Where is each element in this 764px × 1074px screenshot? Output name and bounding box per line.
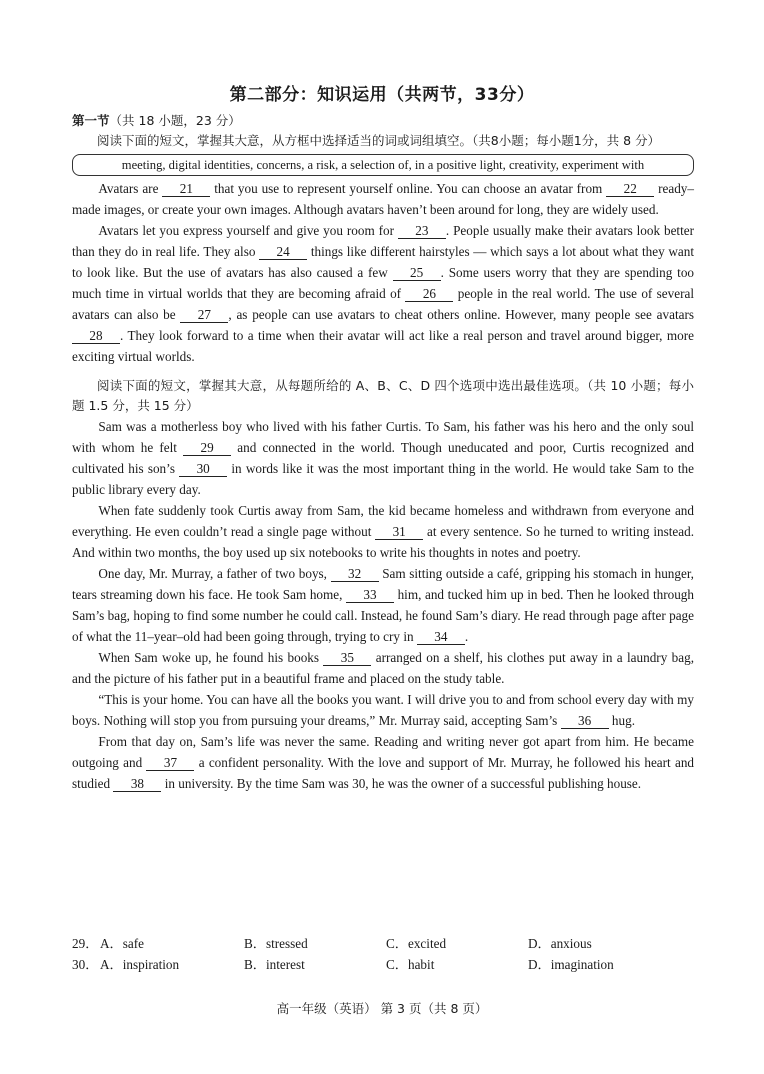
question-row-29 — [72, 933, 694, 954]
blank-33[interactable]: 33 — [346, 587, 394, 603]
section2-instruction: 阅读下面的短文，掌握其大意，从每题所给的 A、B、C、D 四个选项中选出最佳选项。（共 10 小题；每小题 1.5 分，共 15 分） — [72, 378, 694, 413]
page-title: 第二部分：知识运用（共两节，33分） — [229, 85, 535, 105]
blank-27[interactable]: 27 — [180, 307, 228, 323]
passage-content — [72, 111, 694, 794]
story-paragraph: “This is your home. You can have all the books you want. I will drive you to and from school every day with my boys. Nothing will stop you from pursuing your dreams,” Mr. Murray said, accepting Sam’s 36 hug. — [72, 692, 694, 728]
question-row-30 — [72, 954, 694, 975]
blank-30[interactable]: 30 — [179, 461, 227, 477]
story-paragraph: One day, Mr. Murray, a father of two boys, 32 Sam sitting outside a café, gripping his stomach in hunger, tears streaming down his face. He took Sam home, 33 him, and tucked him up in bed. Then he looked through Sam’s bag, hoping to find some number he could call. Instead, he found Sam’s diary. He read through page after page of what the 11–year–old had been going through, trying to cry in 34 . — [72, 566, 694, 644]
option-c[interactable]: C．habit — [386, 957, 435, 972]
blank-29[interactable]: 29 — [183, 440, 231, 456]
section1-heading-note: （共 18 小题，23 分） — [109, 113, 241, 128]
word-box: meeting, digital identities, concerns, a risk, a selection of, in a positive light, creativity, experiment with — [72, 154, 694, 176]
option-a[interactable]: A．safe — [100, 936, 144, 951]
section1-heading — [72, 111, 694, 131]
cloze-paragraph: Avatars are 21 that you use to represent yourself online. You can choose an avatar from 22 ready–made images, or create your own images. Although avatars haven’t been around for long, they are widely used. — [72, 181, 694, 217]
blank-31[interactable]: 31 — [375, 524, 423, 540]
option-a[interactable]: A．inspiration — [100, 957, 180, 972]
story-paragraph: From that day on, Sam’s life was never the same. Reading and writing never got apart from him. He became outgoing and 37 a confident personality. With the love and support of Mr. Murray, he followed his heart and studied 38 in university. By the time Sam was 30, he was the owner of a successful publishing house. — [72, 734, 695, 791]
option-b[interactable]: B．stressed — [244, 936, 308, 951]
answer-options — [72, 933, 694, 975]
blank-38[interactable]: 38 — [113, 776, 161, 792]
question-number: 30． — [72, 957, 99, 972]
option-d[interactable]: D．anxious — [528, 936, 592, 951]
blank-23[interactable]: 23 — [398, 223, 446, 239]
blank-26[interactable]: 26 — [405, 286, 453, 302]
question-number: 29． — [72, 936, 99, 951]
blank-34[interactable]: 34 — [417, 629, 465, 645]
blank-28[interactable]: 28 — [72, 328, 120, 344]
story-paragraph: Sam was a motherless boy who lived with his father Curtis. To Sam, his father was his hero and the only soul with whom he felt 29 and connected in the world. Though uneducated and poor, Curtis recognized and cultivated his son’s 30 in words like it was the most important thing in the world. He would take Sam to the public library every day. — [72, 419, 694, 497]
page-footer: 高一年级（英语） 第 3 页（共 8 页） — [276, 1001, 488, 1016]
section1-heading-label: 第一节 — [72, 113, 110, 128]
option-c[interactable]: C．excited — [386, 936, 447, 951]
blank-32[interactable]: 32 — [331, 566, 379, 582]
blank-37[interactable]: 37 — [146, 755, 194, 771]
blank-35[interactable]: 35 — [323, 650, 371, 666]
blank-22[interactable]: 22 — [606, 181, 654, 197]
blank-25[interactable]: 25 — [393, 265, 441, 281]
cloze-paragraph: Avatars let you express yourself and give you room for 23 . People usually make their avatars look better than they do in real life. They also 24 things like different hairstyles — which says a lot about what they want to look like. But the use of avatars has also caused a few 25 . Some users worry that they are spending too much time in virtual worlds that they are becoming afraid of 26 people in the real world. The use of several avatars can also be 27 , as people can use avatars to cheat others online. However, many people see avatars 28 . They look forward to a time when their avatar will act like a real person and travel around bigger, more exciting virtual worlds. — [72, 223, 695, 364]
blank-21[interactable]: 21 — [162, 181, 210, 197]
story-paragraph: When fate suddenly took Curtis away from Sam, the kid became homeless and withdrawn from everyone and everything. He even couldn’t read a single page without 31 at every sentence. So he turned to writing instead. And within two months, the boy used up six notebooks to write his thoughts in notes and poetry. — [72, 503, 694, 560]
section1-instruction: 阅读下面的短文，掌握其大意，从方框中选择适当的词或词组填空。（共8小题；每小题1分，共 8 分） — [97, 133, 661, 148]
option-b[interactable]: B．interest — [244, 957, 305, 972]
story-paragraph: When Sam woke up, he found his books 35 arranged on a shelf, his clothes put away in a laundry bag, and the picture of his father put in a beautiful frame and placed on the study table. — [72, 650, 694, 686]
option-d[interactable]: D．imagination — [528, 957, 614, 972]
blank-36[interactable]: 36 — [561, 713, 609, 729]
blank-24[interactable]: 24 — [259, 244, 307, 260]
